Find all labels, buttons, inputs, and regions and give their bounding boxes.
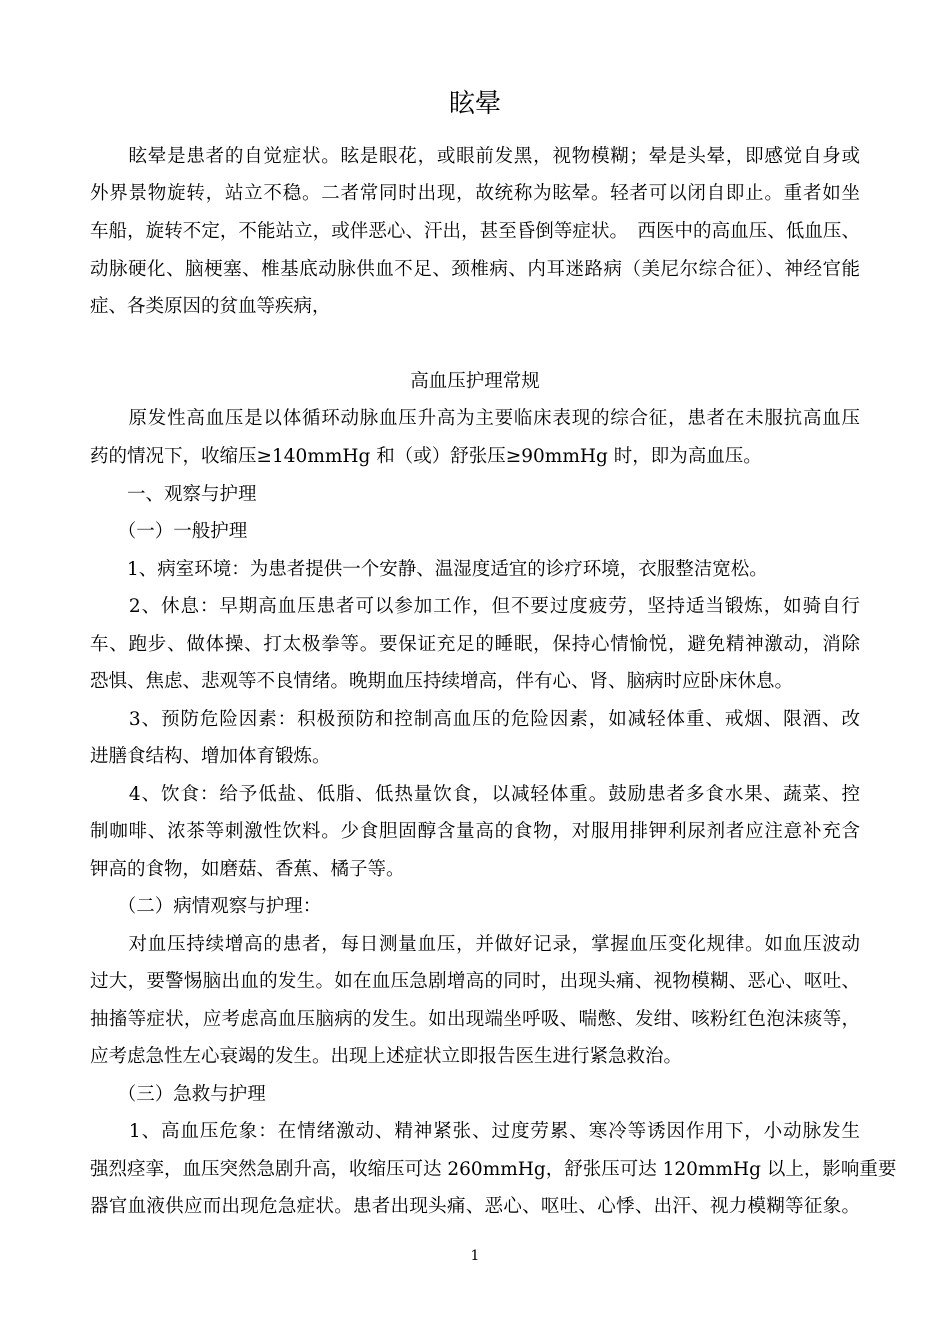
- body-line: 1、病室环境：为患者提供一个安静、温湿度适宜的诊疗环境，衣服整洁宽松。: [90, 559, 768, 580]
- body-line: 对血压持续增高的患者，每日测量血压，并做好记录，掌握血压变化规律。如血压波动: [90, 934, 860, 955]
- body-line: 钾高的食物，如磨菇、香蕉、橘子等。: [90, 859, 405, 880]
- body-line: 强烈痉挛，血压突然急剧升高，收缩压可达 260mmHg，舒张压可达 120mmHg 以上，影响重要: [90, 1159, 897, 1180]
- intro-line: 动脉硬化、脑梗塞、椎基底动脉供血不足、颈椎病、内耳迷路病（美尼尔综合征）、神经官能: [90, 259, 860, 280]
- document-title: 眩晕: [448, 89, 501, 119]
- page-number: 1: [470, 1248, 480, 1264]
- body-line: 4、饮食：给予低盐、低脂、低热量饮食，以减轻体重。鼓励患者多食水果、蔬菜、控: [90, 784, 860, 805]
- body-line: 3、预防危险因素：积极预防和控制高血压的危险因素，如减轻体重、戒烟、限酒、改: [90, 709, 860, 730]
- subsection-heading: （一）一般护理: [90, 521, 248, 542]
- body-line: 制咖啡、浓茶等刺激性饮料。少食胆固醇含量高的食物，对服用排钾利尿剂者应注意补充含: [90, 821, 860, 842]
- subsection-heading: （二）病情观察与护理：: [90, 896, 322, 917]
- body-line: 进膳食结构、增加体育锻炼。: [90, 746, 331, 767]
- body-line: 恐惧、焦虑、悲观等不良情绪。晚期血压持续增高，伴有心、肾、脑病时应卧床休息。: [90, 671, 794, 692]
- section-heading: 一、观察与护理: [90, 484, 257, 505]
- body-line: 抽搐等症状，应考虑高血压脑病的发生。如出现端坐呼吸、喘憋、发绀、咳粉红色泡沫痰等，: [90, 1009, 860, 1030]
- body-line: 器官血液供应而出现危急症状。患者出现头痛、恶心、呕吐、心悸、出汗、视力模糊等征象。: [90, 1196, 860, 1217]
- body-line: 药的情况下，收缩压≥140mmHg 和（或）舒张压≥90mmHg 时，即为高血压。: [90, 446, 762, 467]
- subsection-heading: （三）急救与护理: [90, 1084, 266, 1105]
- body-line: 1、高血压危象：在情绪激动、精神紧张、过度劳累、寒冷等诱因作用下，小动脉发生: [90, 1121, 860, 1142]
- body-line: 车、跑步、做体操、打太极拳等。要保证充足的睡眠，保持心情愉悦，避免精神激动，消除: [90, 634, 860, 655]
- body-line: 过大，要警惕脑出血的发生。如在血压急剧增高的同时，出现头痛、视物模糊、恶心、呕吐、: [90, 971, 860, 992]
- section-title: 高血压护理常规: [410, 371, 540, 392]
- intro-line: 症、各类原因的贫血等疾病，: [90, 296, 331, 317]
- intro-line: 车船，旋转不定，不能站立，或伴恶心、汗出，甚至昏倒等症状。 西医中的高血压、低血压、: [90, 221, 860, 242]
- intro-line: 外界景物旋转，站立不稳。二者常同时出现，故统称为眩晕。轻者可以闭自即止。重者如坐: [90, 183, 860, 204]
- body-line: 2、休息：早期高血压患者可以参加工作，但不要过度疲劳，坚持适当锻炼，如骑自行: [90, 596, 860, 617]
- intro-line: 眩晕是患者的自觉症状。眩是眼花，或眼前发黑，视物模糊；晕是头晕，即感觉自身或: [90, 146, 860, 167]
- body-line: 原发性高血压是以体循环动脉血压升高为主要临床表现的综合征，患者在未服抗高血压: [90, 408, 860, 429]
- body-line: 应考虑急性左心衰竭的发生。出现上述症状立即报告医生进行紧急救治。: [90, 1046, 683, 1067]
